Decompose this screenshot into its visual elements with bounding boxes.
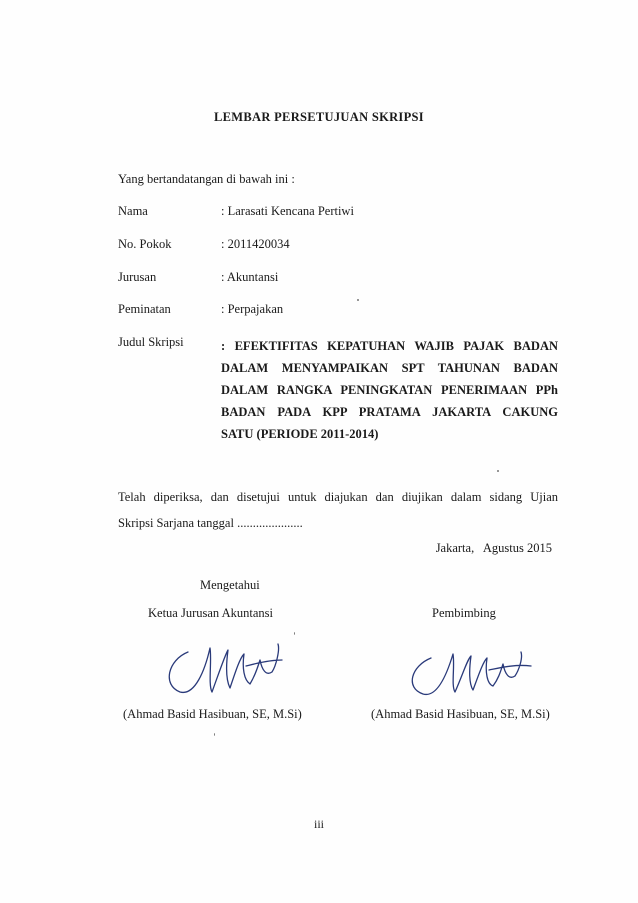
approval-paragraph bbox=[118, 484, 558, 536]
approval-paragraph-line: Telah diperiksa, dan disetujui untuk diajukan dan diujikan dalam sidang Ujian bbox=[118, 490, 558, 504]
field-label-no-pokok: No. Pokok bbox=[118, 237, 172, 251]
field-label-jurusan: Jurusan bbox=[118, 270, 157, 284]
thesis-title-line: BADAN PADA KPP PRATAMA JAKARTA CAKUNG bbox=[221, 405, 558, 419]
field-label-peminatan: Peminatan bbox=[118, 302, 171, 316]
thesis-title-line: DALAM MENYAMPAIKAN SPT TAHUNAN BADAN bbox=[221, 361, 558, 375]
thesis-title bbox=[221, 335, 558, 445]
intro-text: Yang bertandatangan di bawah ini : bbox=[118, 172, 295, 186]
field-label-nama: Nama bbox=[118, 204, 148, 218]
page-number: iii bbox=[313, 817, 324, 831]
field-value-peminatan: : Perpajakan bbox=[221, 302, 284, 316]
scan-speck bbox=[357, 299, 359, 301]
field-value-jurusan: : Akuntansi bbox=[221, 270, 279, 284]
page-title: LEMBAR PERSETUJUAN SKRIPSI bbox=[214, 110, 424, 124]
field-label-judul-skripsi: Judul Skripsi bbox=[118, 335, 184, 349]
thesis-title-line: : EFEKTIFITAS KEPATUHAN WAJIB PAJAK BADAN bbox=[221, 339, 558, 353]
scan-speck bbox=[497, 470, 499, 472]
place-date: Jakarta, Agustus 2015 bbox=[435, 541, 552, 555]
signatory-title-right: Pembimbing bbox=[432, 606, 496, 620]
signatory-name-right: (Ahmad Basid Hasibuan, SE, M.Si) bbox=[371, 707, 550, 721]
signatory-name-left: (Ahmad Basid Hasibuan, SE, M.Si) bbox=[123, 707, 302, 721]
thesis-title-line: DALAM RANGKA PENINGKATAN PENERIMAAN PPh bbox=[221, 383, 558, 397]
scan-speck bbox=[214, 733, 215, 736]
signature-left bbox=[150, 630, 290, 700]
thesis-title-line: SATU (PERIODE 2011-2014) bbox=[221, 427, 379, 441]
approval-paragraph-line: Skripsi Sarjana tanggal ..................... bbox=[118, 516, 303, 530]
field-value-nama: : Larasati Kencana Pertiwi bbox=[221, 204, 354, 218]
scan-speck bbox=[294, 632, 295, 635]
signatory-title-left: Ketua Jurusan Akuntansi bbox=[148, 606, 273, 620]
mengetahui-label: Mengetahui bbox=[200, 578, 260, 592]
field-value-no-pokok: : 2011420034 bbox=[221, 237, 290, 251]
signature-right bbox=[395, 632, 535, 702]
